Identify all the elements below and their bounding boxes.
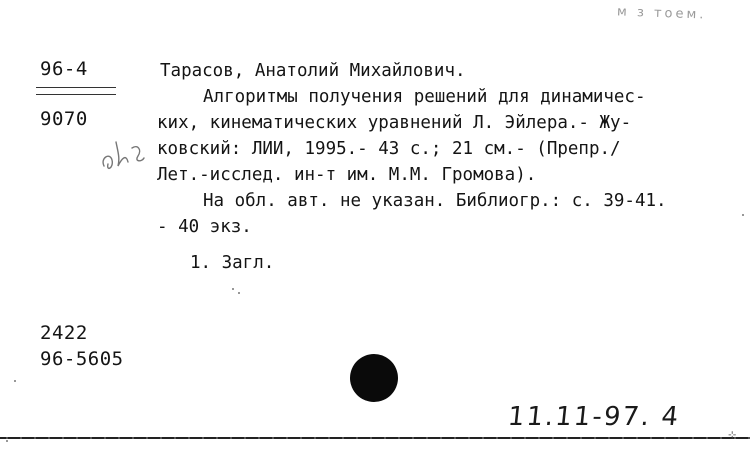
ink-speck: [232, 288, 234, 290]
ink-speck: [742, 214, 744, 216]
description-line: ких, кинематических уравнений Л. Эйлера.- Жу-: [157, 113, 632, 133]
note-line: На обл. авт. не указан. Библиогр.: с. 39-41.: [203, 191, 667, 211]
shelf-number: 2422: [40, 322, 88, 344]
note-line: - 40 экз.: [157, 217, 252, 237]
faint-stamp: м з тоем.: [616, 4, 707, 23]
ink-speck: [238, 292, 240, 294]
edge-mark-icon: ⊹: [728, 430, 737, 441]
shelf-number: 96-5605: [40, 348, 124, 370]
ink-speck: [6, 440, 8, 442]
card-bottom-edge: [0, 437, 750, 439]
call-number-rule-top: [36, 87, 116, 88]
description-line: Лет.-исслед. ин-т им. М.М. Громова).: [157, 165, 537, 185]
author-heading: Тарасов, Анатолий Михайлович.: [160, 61, 466, 81]
ink-speck: [14, 380, 16, 382]
description-line: Алгоритмы получения решений для динамичес-: [203, 87, 646, 107]
call-number-rule-bottom: [36, 94, 116, 95]
call-number: 96-4: [40, 58, 88, 80]
tracing-entry: 1. Загл.: [190, 253, 275, 273]
description-line: ковский: ЛИИ, 1995.- 43 с.; 21 см.- (Препр./: [157, 139, 621, 159]
margin-scribble-icon: [98, 128, 150, 178]
accession-number: 9070: [40, 108, 88, 130]
handwritten-date: 11.11-97. 4: [506, 402, 682, 432]
punch-hole: [350, 354, 398, 402]
